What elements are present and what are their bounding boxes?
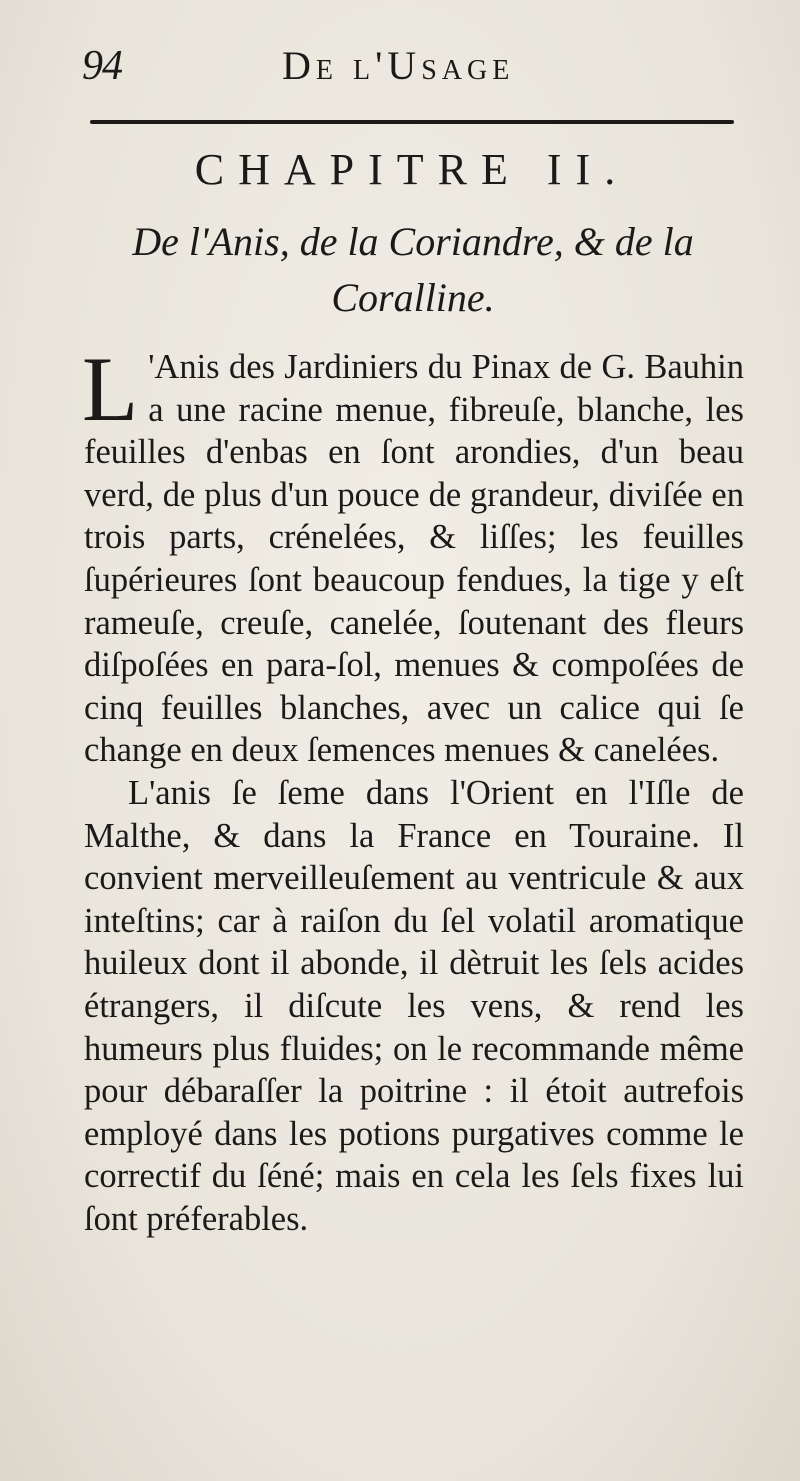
body-text — [82, 338, 744, 1240]
chapter-title: De l'Anis, de la Coriandre, & de la Coralline. — [132, 219, 694, 320]
paragraph-1 — [82, 338, 744, 772]
header-rule — [90, 120, 734, 124]
chapter-heading: CHAPITRE II. — [194, 145, 630, 194]
page-number: 94 — [82, 43, 122, 89]
drop-cap: L — [82, 338, 139, 440]
paragraph-2 — [84, 772, 744, 1241]
running-title: De l'Usage — [282, 43, 515, 88]
paragraph-1-text: 'Anis des Jardiniers du Pinax de G. Bauhin a une racine menue, fibreuſe, blanche, les feuilles d'enbas en ſont arondies, d'un beau verd, de plus d'un pouce de grandeur, diviſée en trois parts, crénelées, & liſſes; les feuilles ſupérieures ſont beaucoup fendues, la tige y eſt rameuſe, creuſe, canelée, ſoutenant des fleurs diſpoſées en para-ſol, menues & compoſées de cinq feuilles blanches, avec un calice qui ſe change en deux ſemences menues & canelées. — [84, 348, 744, 770]
running-head — [82, 42, 742, 92]
paragraph-2-text: L'anis ſe ſeme dans l'Orient en l'Iſle de Malthe, & dans la France en Touraine. Il convient merveilleuſement au ventricule & aux inteſtins; car à raiſon du ſel volatil aromatique huileux dont il abonde, il dètruit les ſels acides étrangers, il diſcute les vens, & rend les humeurs plus fluides; on le recommande même pour débaraſſer la poitrine : il étoit autrefois employé dans les potions purgatives comme le correctif du ſéné; mais en cela les ſels fixes lui ſont préferables. — [84, 773, 744, 1238]
